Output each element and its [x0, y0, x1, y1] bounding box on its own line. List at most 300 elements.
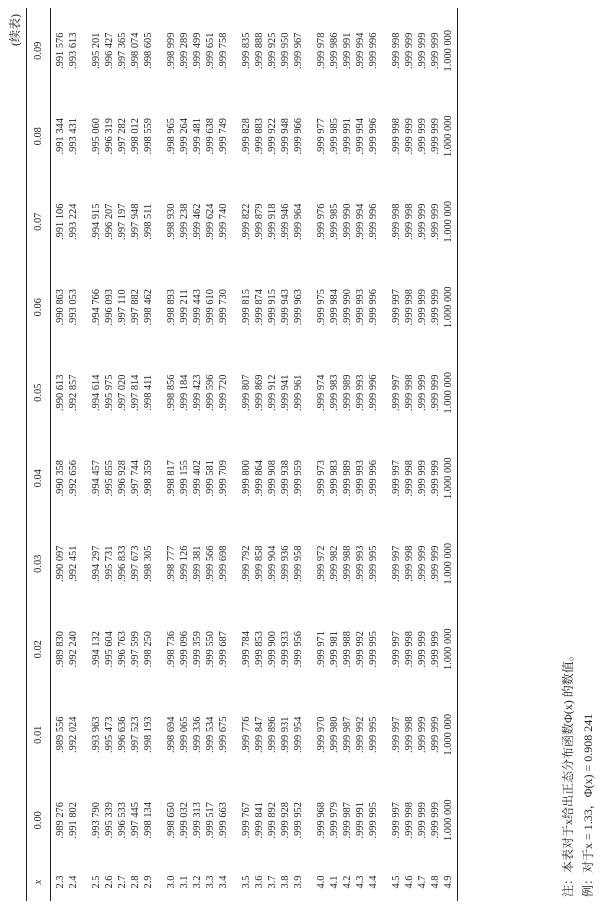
table-cell: .999 983 [329, 460, 340, 497]
table-cell: .998 893 [166, 289, 177, 326]
table-row [129, 8, 142, 901]
table-cell: .999 928 [280, 802, 291, 839]
table-cell: .999 915 [267, 289, 278, 326]
table-cell: .999 709 [218, 460, 229, 497]
table-cell: .999 847 [254, 716, 265, 753]
table-cell: .999 828 [241, 118, 252, 155]
table-cell: .999 638 [205, 118, 216, 155]
row-x-value: 3.2 [192, 875, 203, 889]
row-x-value: 4.8 [430, 875, 441, 889]
table-cell: .998 777 [166, 545, 177, 582]
table-cell: .996 427 [104, 32, 115, 69]
table-cell: .999 968 [316, 802, 327, 839]
row-x-value: 3.7 [267, 875, 278, 889]
row-x-value: 2.4 [68, 875, 79, 889]
table-cell: .997 445 [130, 802, 141, 839]
table-cell: .999 550 [205, 631, 216, 668]
table-cell: .999 989 [342, 374, 353, 411]
table-cell: .998 650 [166, 802, 177, 839]
table-row [292, 8, 305, 901]
table-cell: .998 930 [166, 203, 177, 240]
table-cell: .999 990 [342, 289, 353, 326]
table-cell: .999 999 [417, 118, 428, 155]
table-cell: .999 999 [404, 118, 415, 155]
table-cell: .992 240 [68, 631, 79, 668]
table-cell: .999 289 [179, 32, 190, 69]
header-col: 0.02 [27, 607, 51, 693]
table-cell: .999 879 [254, 203, 265, 240]
table-cell: .995 339 [104, 802, 115, 839]
group-gap [230, 8, 240, 901]
table-cell: .999 999 [417, 289, 428, 326]
table-row [390, 8, 403, 901]
table-cell: .999 995 [368, 631, 379, 668]
table-cell: .999 566 [205, 545, 216, 582]
header-col: 0.09 [27, 8, 51, 94]
table-cell: .999 991 [342, 32, 353, 69]
table-cell: .999 730 [218, 289, 229, 326]
table-cell: .999 997 [391, 545, 402, 582]
table-cell: .999 997 [391, 802, 402, 839]
row-x-value: 3.5 [241, 875, 252, 889]
table-cell: .997 020 [117, 374, 128, 411]
table-cell: .999 988 [342, 545, 353, 582]
table-cell: .989 556 [55, 716, 66, 753]
table-cell: .999 964 [293, 203, 304, 240]
table-cell: .999 815 [241, 289, 252, 326]
group-gap [380, 8, 390, 901]
table-cell: .999 986 [329, 32, 340, 69]
row-x-value: 2.8 [130, 875, 141, 889]
table-cell: .999 462 [192, 203, 203, 240]
row-x-value: 3.9 [293, 875, 304, 889]
table-row [178, 8, 191, 901]
table-row [354, 8, 367, 901]
table-cell: 1.000 000 [442, 436, 458, 522]
row-x-value: 3.4 [218, 875, 229, 889]
table-cell: .999 990 [342, 203, 353, 240]
table-cell: .999 997 [391, 631, 402, 668]
table-cell: .999 987 [342, 802, 353, 839]
table-cell: .995 731 [104, 545, 115, 582]
table-row [442, 8, 458, 901]
table-cell: .999 933 [280, 631, 291, 668]
table-cell: .999 925 [267, 32, 278, 69]
table-cell: .999 999 [430, 118, 441, 155]
table-cell: .993 613 [68, 32, 79, 69]
table-cell: 1.000 000 [442, 8, 458, 94]
table-cell: .999 993 [355, 289, 366, 326]
table-cell: .999 264 [179, 118, 190, 155]
table-cell: .999 211 [179, 289, 190, 326]
table-cell: .994 915 [91, 203, 102, 240]
table-cell: .991 106 [55, 203, 66, 240]
table-row [142, 8, 155, 901]
table-cell: .999 184 [179, 374, 190, 411]
table-cell: .999 581 [205, 460, 216, 497]
table-cell: .999 698 [218, 545, 229, 582]
table-cell: .999 996 [368, 118, 379, 155]
table-row [103, 8, 116, 901]
table-cell: .994 132 [91, 631, 102, 668]
table-cell: .999 996 [368, 32, 379, 69]
table-cell: .999 900 [267, 631, 278, 668]
row-x-value: 4.4 [368, 875, 379, 889]
table-cell: .999 998 [391, 32, 402, 69]
table-cell: .999 758 [218, 32, 229, 69]
table-cell: .992 656 [68, 460, 79, 497]
table-cell: .999 999 [404, 32, 415, 69]
table-cell: .998 193 [143, 716, 154, 753]
table-cell: .994 614 [91, 374, 102, 411]
table-cell: .999 998 [404, 716, 415, 753]
table-cell: 1.000 000 [442, 778, 458, 864]
table-cell: .999 610 [205, 289, 216, 326]
table-cell: .999 997 [391, 289, 402, 326]
table-cell: .999 996 [368, 460, 379, 497]
table-cell: .999 996 [368, 289, 379, 326]
table-cell: .999 999 [417, 802, 428, 839]
table-row [240, 8, 253, 901]
table-cell: .999 995 [368, 545, 379, 582]
table-cell: .999 997 [391, 374, 402, 411]
table-row [403, 8, 416, 901]
table-cell: .990 358 [55, 460, 66, 497]
table-cell: .999 792 [241, 545, 252, 582]
table-cell: 1.000 000 [442, 94, 458, 180]
table-cell: .995 604 [104, 631, 115, 668]
table-cell: .999 931 [280, 716, 291, 753]
table-cell: .999 985 [329, 203, 340, 240]
table-cell: .996 833 [117, 545, 128, 582]
table-cell: .999 993 [355, 460, 366, 497]
table-cell: .999 858 [254, 545, 265, 582]
table-cell: .993 224 [68, 203, 79, 240]
table-cell: .990 863 [55, 289, 66, 326]
table-cell: 1.000 000 [442, 521, 458, 607]
table-cell: .999 994 [355, 203, 366, 240]
table-cell: .999 918 [267, 203, 278, 240]
table-cell: .999 997 [391, 460, 402, 497]
table-row [67, 8, 80, 901]
table-cell: .999 853 [254, 631, 265, 668]
table-cell: .994 457 [91, 460, 102, 497]
table-cell: .999 998 [404, 203, 415, 240]
table-cell: .999 443 [192, 289, 203, 326]
table-cell: .999 975 [316, 289, 327, 326]
table-cell: .994 297 [91, 545, 102, 582]
group-gap [155, 8, 165, 901]
row-x-value: 4.5 [391, 875, 402, 889]
table-cell: .998 134 [143, 802, 154, 839]
table-cell: .999 807 [241, 374, 252, 411]
row-x-value: 3.0 [166, 875, 177, 889]
table-cell: .999 999 [417, 460, 428, 497]
table-cell: .999 999 [417, 545, 428, 582]
table-cell: .999 869 [254, 374, 265, 411]
header-row [27, 8, 51, 901]
table-cell: .999 959 [293, 460, 304, 497]
table-cell: .998 074 [130, 32, 141, 69]
table-cell: .999 663 [218, 802, 229, 839]
table-cell: .999 499 [192, 32, 203, 69]
table-cell: .999 984 [329, 289, 340, 326]
table-cell: .999 938 [280, 460, 291, 497]
table-cell: .999 313 [192, 802, 203, 839]
row-x-value: 2.5 [91, 875, 102, 889]
row-x-value: 2.6 [104, 875, 115, 889]
table-cell: .999 989 [342, 460, 353, 497]
table-cell: .999 992 [355, 631, 366, 668]
table-cell: .999 943 [280, 289, 291, 326]
table-cell: .997 523 [130, 716, 141, 753]
table-row [90, 8, 103, 901]
table-cell: .989 276 [55, 802, 66, 839]
table-cell: .999 996 [368, 203, 379, 240]
table-cell: .999 974 [316, 374, 327, 411]
table-cell: .999 155 [179, 460, 190, 497]
table-cell: .999 970 [316, 716, 327, 753]
table-cell: .999 956 [293, 631, 304, 668]
row-x-value: 3.8 [280, 875, 291, 889]
table-cell: .999 864 [254, 460, 265, 497]
table-cell: .999 904 [267, 545, 278, 582]
table-cell: 1.000 000 [442, 265, 458, 351]
table-cell: .995 060 [91, 118, 102, 155]
table-cell: .999 359 [192, 631, 203, 668]
table-cell: .999 126 [179, 545, 190, 582]
row-x-value: 4.2 [342, 875, 353, 889]
group-gap [305, 8, 315, 901]
table-cell: .999 998 [404, 460, 415, 497]
table-cell: .997 882 [130, 289, 141, 326]
table-cell: .999 999 [417, 716, 428, 753]
table-cell: .999 776 [241, 716, 252, 753]
table-cell: .999 994 [355, 32, 366, 69]
header-col: 0.00 [27, 778, 51, 864]
table-cell: .999 336 [192, 716, 203, 753]
table-row [328, 8, 341, 901]
table-cell: .999 999 [430, 716, 441, 753]
table-cell: .998 817 [166, 460, 177, 497]
row-x-value: 4.9 [442, 863, 458, 901]
table-cell: .999 841 [254, 802, 265, 839]
table-header [27, 8, 51, 901]
row-x-value: 3.1 [179, 875, 190, 889]
row-x-value: 4.1 [329, 875, 340, 889]
table-cell: .993 963 [91, 716, 102, 753]
table-cell: .999 998 [404, 802, 415, 839]
table-cell: .999 994 [355, 118, 366, 155]
table-cell: .999 997 [391, 716, 402, 753]
table-cell: .990 613 [55, 374, 66, 411]
table-cell: .999 999 [430, 289, 441, 326]
table-row [253, 8, 266, 901]
table-cell: .999 992 [355, 716, 366, 753]
table-cell: .998 559 [143, 118, 154, 155]
table-cell: .994 766 [91, 289, 102, 326]
table-cell: .999 908 [267, 460, 278, 497]
table-cell: .999 999 [430, 374, 441, 411]
table-cell: .996 207 [104, 203, 115, 240]
table-cell: .999 991 [355, 802, 366, 839]
table-cell: .999 941 [280, 374, 291, 411]
row-x-value: 4.7 [417, 875, 428, 889]
table-cell: .999 954 [293, 716, 304, 753]
table-cell: .999 740 [218, 203, 229, 240]
table-cell: .999 912 [267, 374, 278, 411]
table-cell: .999 977 [316, 118, 327, 155]
row-x-value: 2.9 [143, 875, 154, 889]
table-cell: .999 800 [241, 460, 252, 497]
table-cell: .999 976 [316, 203, 327, 240]
table-cell: .999 961 [293, 374, 304, 411]
table-cell: .996 319 [104, 118, 115, 155]
table-row [217, 8, 230, 901]
table-cell: .992 451 [68, 545, 79, 582]
table-cell: .999 883 [254, 118, 265, 155]
table-cell: .999 481 [192, 118, 203, 155]
table-cell: .999 979 [329, 802, 340, 839]
table-cell: .998 999 [166, 32, 177, 69]
row-x-value: 2.3 [55, 875, 66, 889]
table-cell: .999 993 [355, 374, 366, 411]
row-x-value: 4.0 [316, 875, 327, 889]
table-cell: .999 963 [293, 289, 304, 326]
table-cell: .999 998 [391, 203, 402, 240]
table-cell: .998 511 [143, 203, 154, 240]
row-x-value: 4.6 [404, 875, 415, 889]
table-cell: .999 596 [205, 374, 216, 411]
header-col: 0.01 [27, 692, 51, 778]
table-cell: .998 305 [143, 545, 154, 582]
header-col: 0.03 [27, 521, 51, 607]
table-cell: .999 065 [179, 716, 190, 753]
table-cell: .997 197 [117, 203, 128, 240]
table-cell: .999 948 [280, 118, 291, 155]
table-cell: .999 985 [329, 118, 340, 155]
table-cell: .999 983 [329, 374, 340, 411]
table-cell: .996 093 [104, 289, 115, 326]
continuation-label: (续表) [8, 14, 22, 46]
table-cell: .999 892 [267, 802, 278, 839]
table-row [165, 8, 178, 901]
header-col: 0.08 [27, 94, 51, 180]
table-cell: .999 991 [342, 118, 353, 155]
table-cell: 1.000 000 [442, 607, 458, 693]
table-cell: .999 999 [430, 802, 441, 839]
table-cell: .999 999 [430, 460, 441, 497]
table-cell: .999 996 [368, 374, 379, 411]
table-cell: .999 958 [293, 545, 304, 582]
table-cell: .995 975 [104, 374, 115, 411]
table-cell: .999 835 [241, 32, 252, 69]
table-cell: .999 423 [192, 374, 203, 411]
table-cell: .999 874 [254, 289, 265, 326]
table-cell: .999 687 [218, 631, 229, 668]
table-cell: .999 967 [293, 32, 304, 69]
header-col: 0.07 [27, 179, 51, 265]
table-cell: .997 599 [130, 631, 141, 668]
table-cell: .999 822 [241, 203, 252, 240]
table-cell: .999 998 [404, 545, 415, 582]
table-cell: .998 462 [143, 289, 154, 326]
table-cell: .998 012 [130, 118, 141, 155]
table-row [367, 8, 380, 901]
table-cell: .993 790 [91, 802, 102, 839]
row-x-value: 2.7 [117, 875, 128, 889]
table-cell: .991 576 [55, 32, 66, 69]
header-x: x [27, 863, 51, 901]
table-cell: .999 987 [342, 716, 353, 753]
table-cell: .992 857 [68, 374, 79, 411]
normal-distribution-table [26, 8, 458, 901]
table-cell: .996 533 [117, 802, 128, 839]
table-cell: .999 950 [280, 32, 291, 69]
table-cell: 1.000 000 [442, 179, 458, 265]
table-cell: .999 980 [329, 716, 340, 753]
table-cell: .999 999 [417, 203, 428, 240]
table-cell: .998 736 [166, 631, 177, 668]
table-cell: .999 998 [391, 118, 402, 155]
table-cell: .999 720 [218, 374, 229, 411]
table-cell: .999 946 [280, 203, 291, 240]
table-row [116, 8, 129, 901]
table-cell: .998 359 [143, 460, 154, 497]
table-cell: .996 928 [117, 460, 128, 497]
table-cell: .999 999 [417, 374, 428, 411]
table-cell: .999 988 [342, 631, 353, 668]
table-cell: .999 981 [329, 631, 340, 668]
footnote-example: 例：对于x = 1.33，Φ(x) = 0.908 241 [581, 713, 595, 897]
table-row [191, 8, 204, 901]
table-cell: .999 999 [430, 203, 441, 240]
table-cell: .997 282 [117, 118, 128, 155]
table-cell: .999 381 [192, 545, 203, 582]
table-cell: .998 965 [166, 118, 177, 155]
table-cell: .997 948 [130, 203, 141, 240]
table-cell: .999 998 [404, 631, 415, 668]
table-cell: .999 998 [404, 289, 415, 326]
row-x-value: 3.3 [205, 875, 216, 889]
table-cell: .995 201 [91, 32, 102, 69]
table-cell: .999 888 [254, 32, 265, 69]
table-cell: .999 534 [205, 716, 216, 753]
header-col: 0.05 [27, 350, 51, 436]
table-cell: .998 694 [166, 716, 177, 753]
row-x-value: 3.6 [254, 875, 265, 889]
footnotes [558, 649, 598, 897]
header-col: 0.04 [27, 436, 51, 522]
table-cell: .992 024 [68, 716, 79, 753]
table-cell: .993 431 [68, 118, 79, 155]
table-cell: .996 636 [117, 716, 128, 753]
table-cell: .999 972 [316, 545, 327, 582]
table-cell: .999 993 [355, 545, 366, 582]
table-cell: .999 998 [404, 374, 415, 411]
table-cell: 1.000 000 [442, 692, 458, 778]
table-row [315, 8, 328, 901]
table-body [51, 8, 458, 901]
table-cell: .999 999 [430, 545, 441, 582]
table-cell: .991 802 [68, 802, 79, 839]
table-cell: .993 053 [68, 289, 79, 326]
table-cell: .997 744 [130, 460, 141, 497]
table-row [341, 8, 354, 901]
table-cell: .999 995 [368, 802, 379, 839]
table-cell: .995 855 [104, 460, 115, 497]
table-cell: .997 814 [130, 374, 141, 411]
